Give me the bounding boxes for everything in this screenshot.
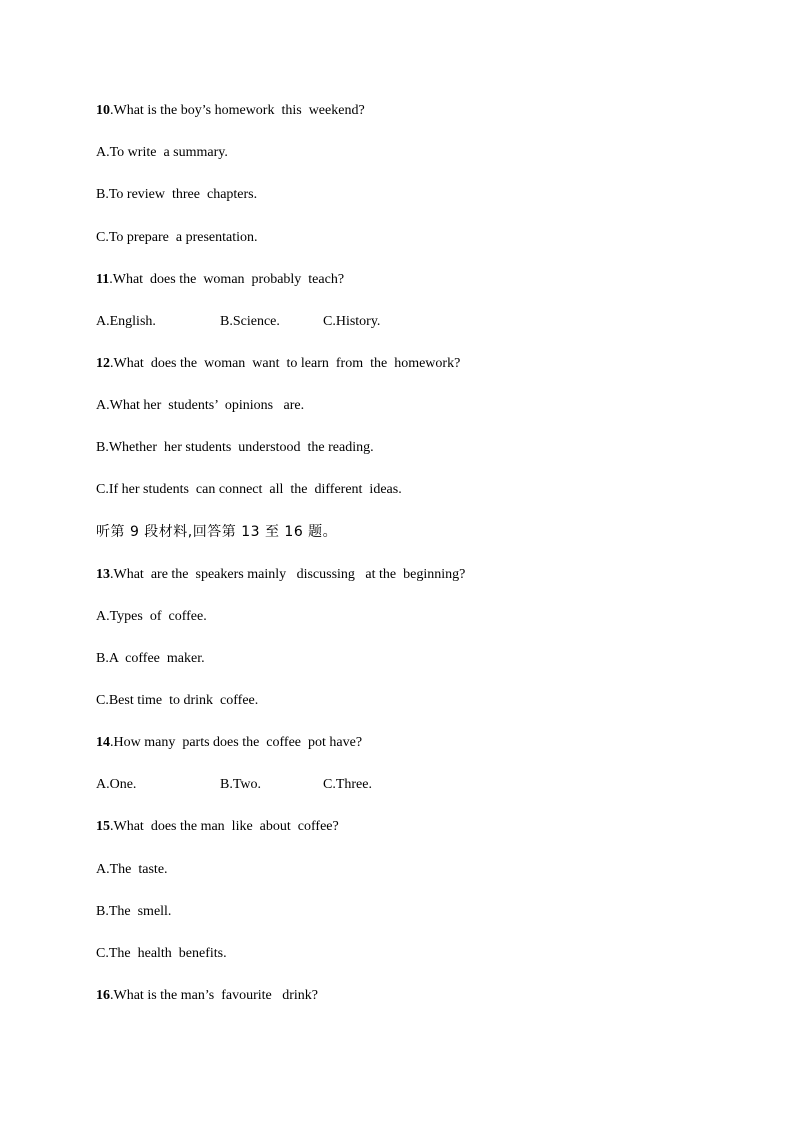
q14-option-b: B.Two.	[220, 777, 262, 792]
question-10	[96, 102, 365, 120]
q11-option-b: B.Science.	[220, 314, 280, 329]
q11-options	[96, 313, 596, 331]
q14-options	[96, 776, 596, 794]
q15-option-b: B.The smell.	[96, 904, 172, 919]
question-text: .What does the woman probably teach?	[109, 272, 345, 287]
question-number: 12	[96, 356, 110, 371]
question-number: 14	[96, 735, 110, 750]
question-number: 10	[96, 103, 110, 118]
q15-option-c: C.The health benefits.	[96, 946, 227, 961]
q10-option-a: A.To write a summary.	[96, 145, 228, 160]
q10-option-b: B.To review three chapters.	[96, 187, 258, 202]
q13-option-a: A.Types of coffee.	[96, 609, 207, 624]
question-text: .What does the woman want to learn from the homework?	[110, 356, 461, 371]
question-number: 11	[96, 272, 110, 287]
q12-option-b: B.Whether her students understood the reading.	[96, 440, 374, 455]
q13-option-c: C.Best time to drink coffee.	[96, 693, 259, 708]
question-number: 15	[96, 819, 110, 834]
question-text: .What does the man like about coffee?	[110, 819, 339, 834]
q14-option-c: C.Three.	[323, 777, 372, 792]
q15-option-a: A.The taste.	[96, 862, 168, 877]
question-number: 13	[96, 567, 110, 582]
q12-option-a: A.What her students’ opinions are.	[96, 398, 305, 413]
q12-option-c: C.If her students can connect all the different ideas.	[96, 482, 402, 497]
q11-option-a: A.English.	[96, 314, 156, 329]
question-14	[96, 734, 362, 752]
q13-option-b: B.A coffee maker.	[96, 651, 205, 666]
question-16	[96, 987, 318, 1005]
question-13	[96, 566, 465, 584]
q14-option-a: A.One.	[96, 777, 137, 792]
question-11	[96, 271, 344, 289]
section-instruction: 听第 9 段材料,回答第 13 至 16 题。	[96, 524, 338, 540]
question-text: .How many parts does the coffee pot have?	[110, 735, 363, 750]
question-text: .What is the man’s favourite drink?	[110, 988, 318, 1003]
question-text: .What is the boy’s homework this weekend?	[110, 103, 365, 118]
q10-option-c: C.To prepare a presentation.	[96, 230, 258, 245]
question-15	[96, 818, 339, 836]
question-number: 16	[96, 988, 110, 1003]
question-text: .What are the speakers mainly discussing at the beginning?	[110, 567, 466, 582]
question-12	[96, 355, 460, 373]
q11-option-c: C.History.	[323, 314, 381, 329]
